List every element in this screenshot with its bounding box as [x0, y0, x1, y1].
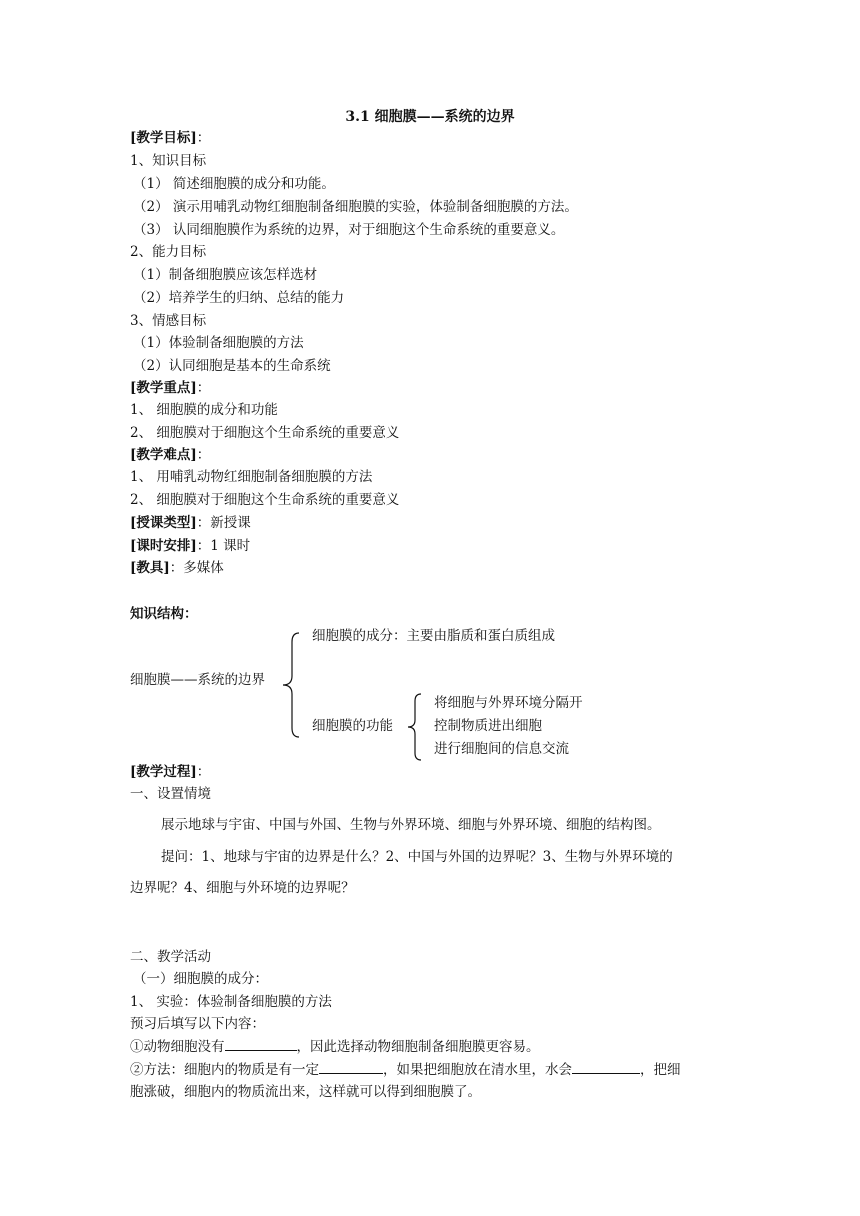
difficulties-heading-label: [教学难点]	[130, 447, 197, 463]
structure-root: 细胞膜——系统的边界	[130, 672, 265, 688]
process-heading	[130, 762, 210, 782]
process-heading-label: [教学过程]	[130, 764, 197, 780]
structure-function-label: 细胞膜的功能	[312, 718, 393, 734]
question-2	[130, 1059, 681, 1080]
question-2-line2: 胞涨破，细胞内的物质流出来，这样就可以得到细胞膜了。	[130, 1084, 481, 1100]
lesson-time-value: 1 课时	[210, 538, 251, 554]
difficulties-heading-colon: ：	[196, 447, 211, 463]
section1-question-line2: 边界呢？4、细胞与外环境的边界呢？	[130, 880, 355, 896]
section1-paragraph: 展示地球与宇宙、中国与外国、生物与外界环境、细胞与外界环境、细胞的结构图。	[161, 817, 661, 833]
knowledge-objective-item: （2） 演示用哺乳动物红细胞制备细胞膜的实验，体验制备细胞膜的方法。	[133, 199, 578, 215]
ability-objective-item: （2）培养学生的归纳、总结的能力	[133, 290, 345, 306]
structure-function-item: 进行细胞间的信息交流	[434, 741, 569, 757]
process-heading-colon: ：	[196, 764, 211, 780]
key-points-heading	[130, 378, 210, 398]
ability-objectives-title: 2、能力目标	[130, 244, 207, 260]
structure-composition: 细胞膜的成分：主要由脂质和蛋白质组成	[312, 628, 555, 644]
teaching-aids-colon: ：	[169, 560, 184, 576]
key-point-item: 1、 细胞膜的成分和功能	[130, 402, 278, 418]
key-points-heading-label: [教学重点]	[130, 380, 197, 396]
knowledge-objective-item: （3） 认同细胞膜作为系统的边界，对于细胞这个生命系统的重要意义。	[133, 222, 565, 238]
lesson-type-colon: ：	[196, 515, 211, 531]
teaching-aids-label: [教具]	[130, 560, 170, 576]
emotion-objective-item: （1）体验制备细胞膜的方法	[133, 335, 304, 351]
emotion-objective-item: （2）认同细胞是基本的生命系统	[133, 358, 331, 374]
knowledge-structure-heading: 知识结构：	[130, 606, 198, 622]
structure-function-item: 将细胞与外界环境分隔开	[434, 695, 583, 711]
structure-function-item: 控制物质进出细胞	[434, 718, 542, 734]
objectives-heading	[130, 128, 210, 148]
question-2-blank-2[interactable]	[572, 1059, 640, 1074]
difficulties-heading	[130, 445, 210, 465]
experiment-title: 1、 实验：体验制备细胞膜的方法	[130, 994, 332, 1010]
emotion-objectives-title: 3、情感目标	[130, 313, 207, 329]
objectives-heading-colon: ：	[196, 130, 211, 146]
question-2-text-c: ，把细	[640, 1062, 681, 1078]
lesson-type	[130, 513, 251, 533]
ability-objective-item: （1）制备细胞膜应该怎样选材	[133, 267, 318, 283]
teaching-aids	[130, 558, 224, 578]
section2-title: 二、教学活动	[130, 949, 211, 965]
question-1	[130, 1036, 540, 1057]
question-2-text-b: ，如果把细胞放在清水里，水会	[383, 1062, 572, 1078]
key-points-heading-colon: ：	[196, 380, 211, 396]
question-1-blank[interactable]	[225, 1036, 297, 1051]
question-2-blank-1[interactable]	[319, 1059, 383, 1074]
knowledge-objective-item: （1） 简述细胞膜的成分和功能。	[133, 176, 335, 192]
brace-function-icon	[405, 693, 425, 761]
lesson-type-label: [授课类型]	[130, 515, 197, 531]
question-1-text-a: ①动物细胞没有	[130, 1039, 225, 1055]
section1-question-line1: 提问：1、地球与宇宙的边界是什么？2、中国与外国的边界呢？3、生物与外界环境的	[161, 849, 673, 865]
difficulty-item: 2、 细胞膜对于细胞这个生命系统的重要意义	[130, 492, 400, 508]
lesson-time-colon: ：	[196, 538, 211, 554]
document-title: 3.1 细胞膜——系统的边界	[345, 109, 515, 125]
lesson-time-label: [课时安排]	[130, 538, 197, 554]
objectives-heading-label: [教学目标]	[130, 130, 197, 146]
preview-instruction: 预习后填写以下内容：	[130, 1016, 265, 1032]
question-2-text-a: ②方法：细胞内的物质是有一定	[130, 1062, 319, 1078]
teaching-aids-value: 多媒体	[183, 560, 224, 576]
key-point-item: 2、 细胞膜对于细胞这个生命系统的重要意义	[130, 425, 400, 441]
knowledge-objectives-title: 1、知识目标	[130, 153, 207, 169]
lesson-type-value: 新授课	[210, 515, 251, 531]
section1-title: 一、设置情境	[130, 786, 211, 802]
lesson-time	[130, 536, 250, 556]
brace-main-icon	[280, 632, 304, 738]
difficulty-item: 1、 用哺乳动物红细胞制备细胞膜的方法	[130, 469, 373, 485]
question-1-text-b: ，因此选择动物细胞制备细胞膜更容易。	[296, 1039, 540, 1055]
subsection1-title: （一）细胞膜的成分：	[133, 971, 268, 987]
